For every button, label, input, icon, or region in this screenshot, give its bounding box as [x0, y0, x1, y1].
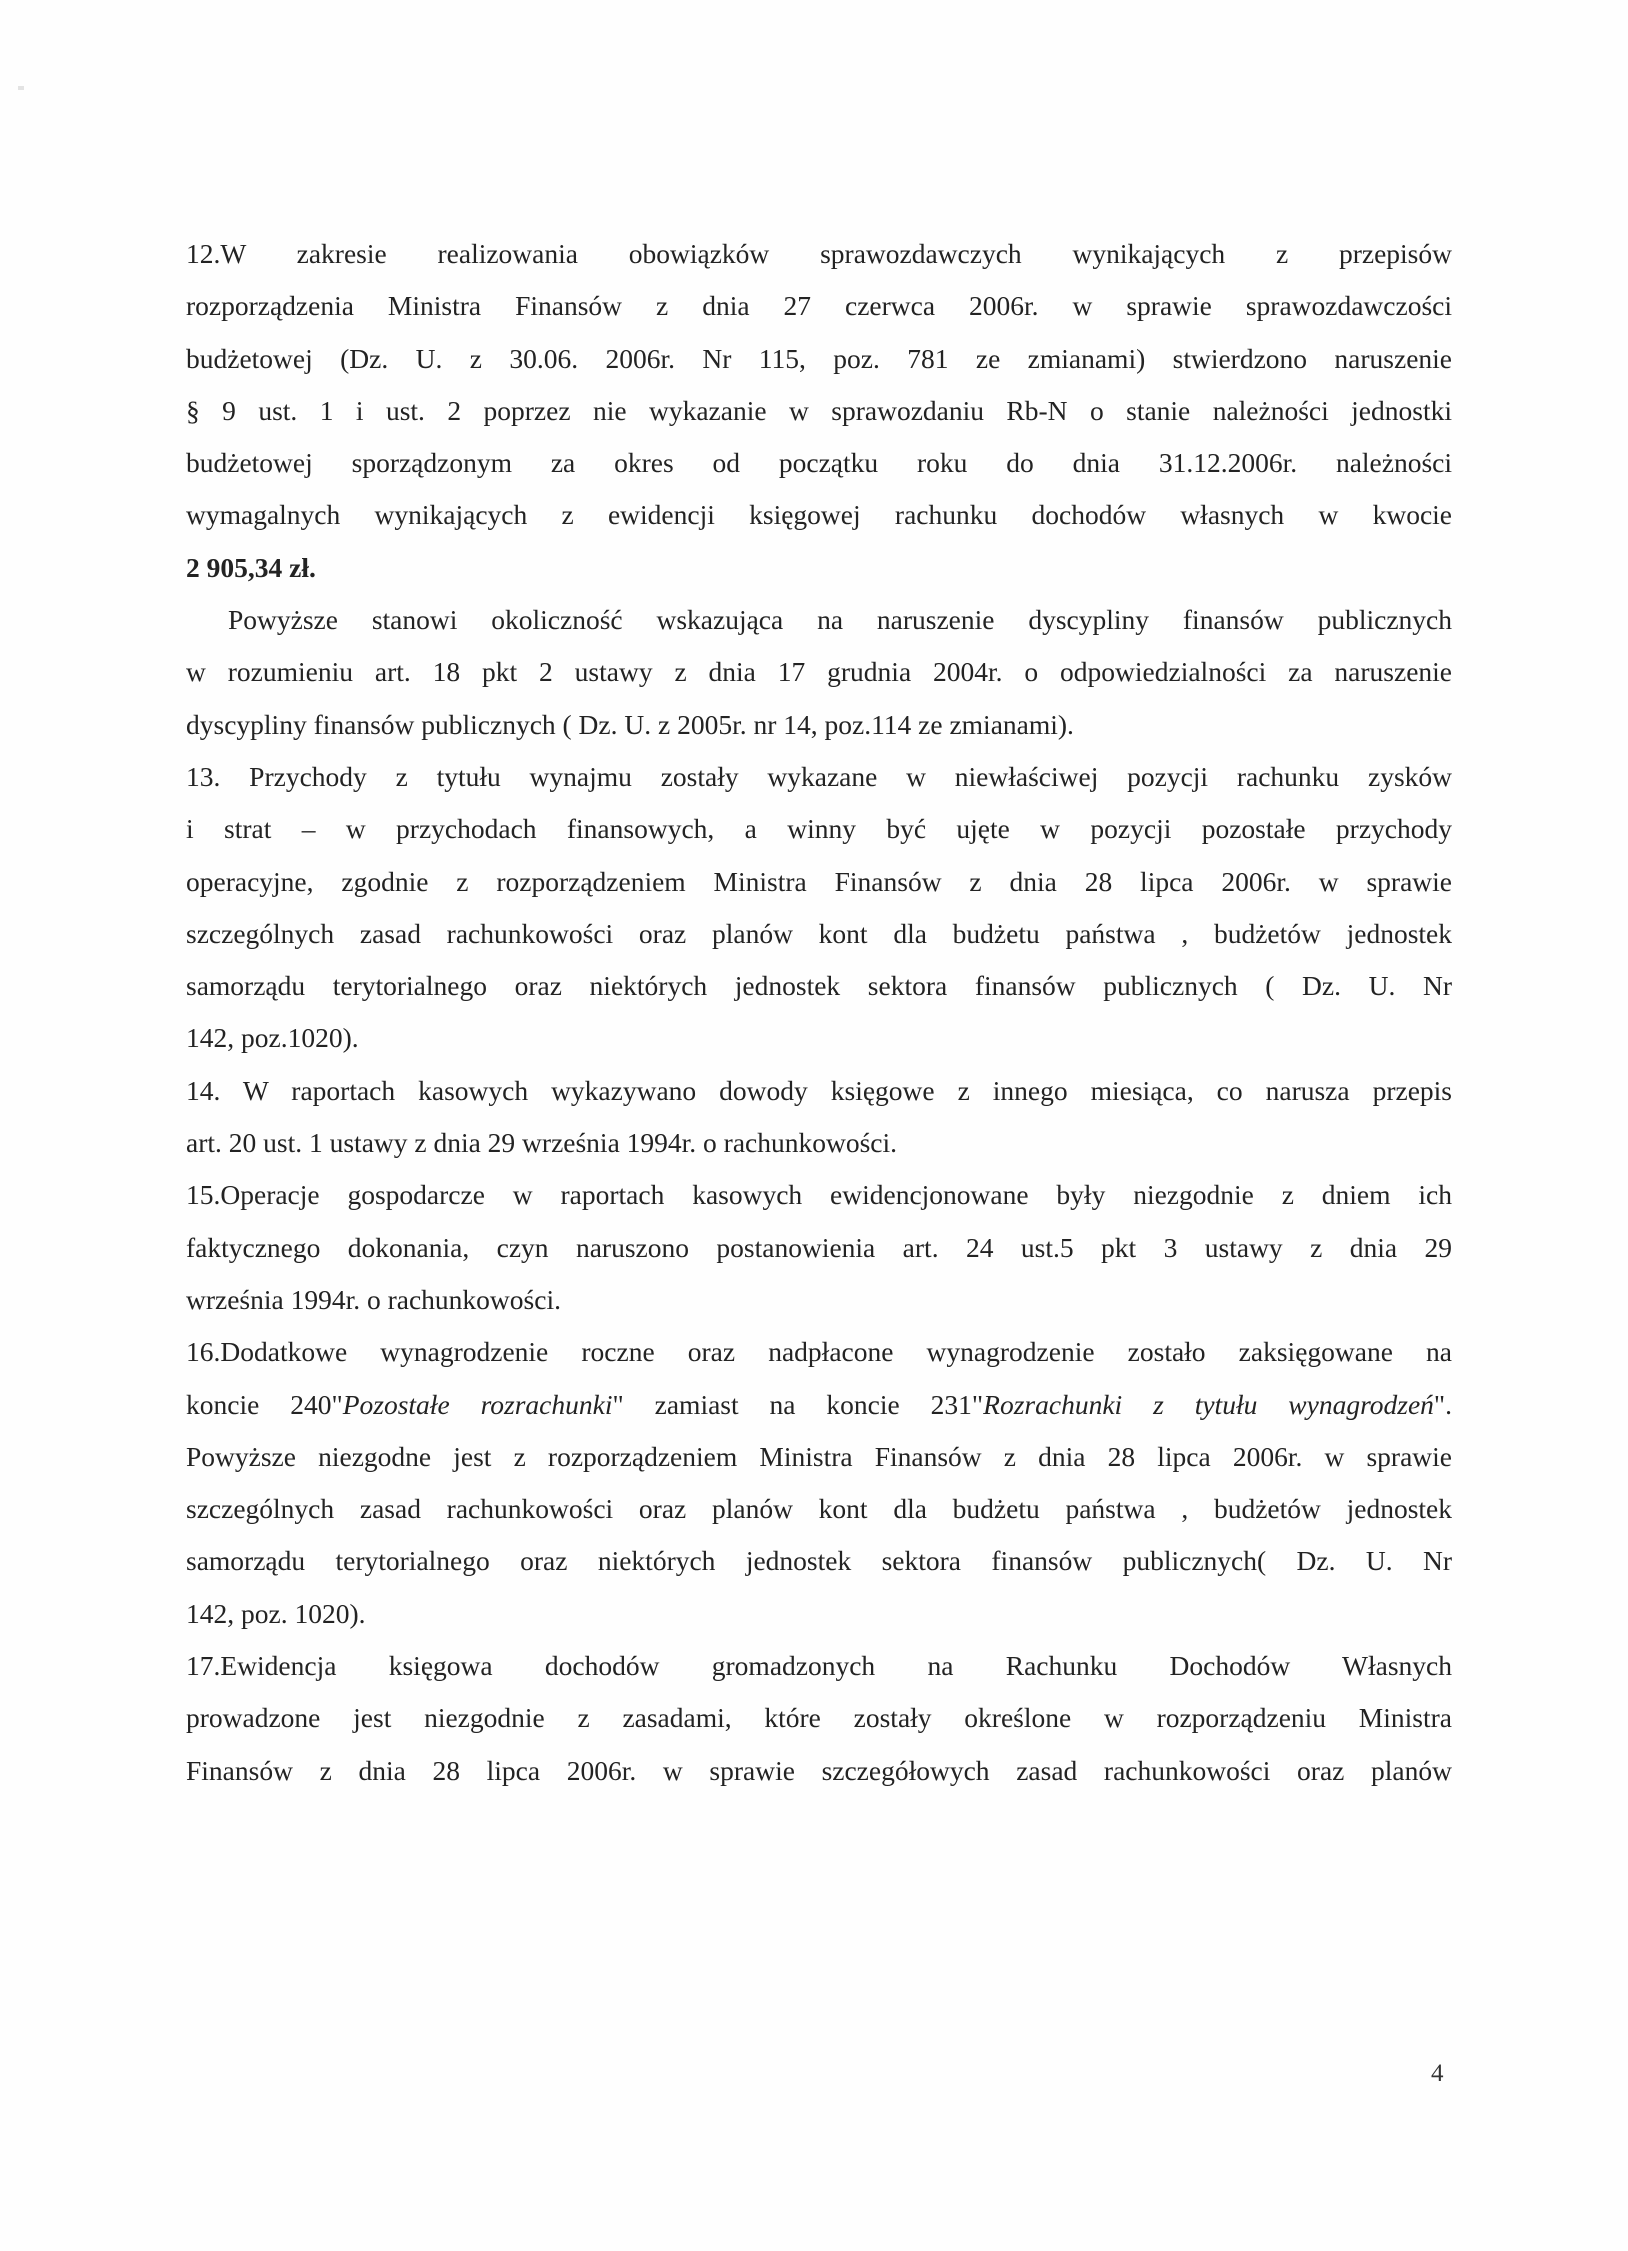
text-line-accounts	[186, 1379, 1452, 1431]
paragraph-item-16	[186, 1326, 1452, 1640]
account-line-suffix: ".	[1433, 1388, 1453, 1420]
text-line: 16.Dodatkowe wynagrodzenie roczne oraz nadpłacone wynagrodzenie zostało zaksięgowane na	[186, 1336, 1452, 1368]
text-line: budżetowej (Dz. U. z 30.06. 2006r. Nr 115, poz. 781 ze zmianami) stwierdzono naruszenie	[186, 342, 1452, 374]
text-line: wymagalnych wynikających z ewidencji księgowej rachunku dochodów własnych w kwocie	[186, 499, 1452, 531]
account-231-name: Rozrachunki z tytułu wynagrodzeń	[983, 1388, 1434, 1420]
text-line: 13. Przychody z tytułu wynajmu zostały wykazane w niewłaściwej pozycji rachunku zysków	[186, 760, 1452, 792]
text-line: budżetowej sporządzonym za okres od początku roku do dnia 31.12.2006r. należności	[186, 447, 1452, 479]
scan-artifact	[18, 86, 24, 90]
paragraph-item-14	[186, 1065, 1452, 1170]
text-line: rozporządzenia Ministra Finansów z dnia 27 czerwca 2006r. w sprawie sprawozdawczości	[186, 290, 1452, 322]
text-line: 12.W zakresie realizowania obowiązków sprawozdawczych wynikających z przepisów	[186, 238, 1452, 269]
text-line: art. 20 ust. 1 ustawy z dnia 29 września 1994r. o rachunkowości.	[186, 1127, 898, 1159]
text-line: i strat – w przychodach finansowych, a winny być ujęte w pozycji pozostałe przychody	[186, 813, 1452, 845]
text-line: 17.Ewidencja księgowa dochodów gromadzonych na Rachunku Dochodów Własnych	[186, 1650, 1452, 1682]
text-line: operacyjne, zgodnie z rozporządzeniem Ministra Finansów z dnia 28 lipca 2006r. w sprawie	[186, 865, 1452, 897]
text-line: w rozumieniu art. 18 pkt 2 ustawy z dnia 17 grudnia 2004r. o odpowiedzialności za naruszenie	[186, 656, 1452, 688]
account-240-prefix: koncie 240"	[186, 1388, 343, 1420]
text-line: Powyższe niezgodne jest z rozporządzeniem Ministra Finansów z dnia 28 lipca 2006r. w sprawie	[186, 1440, 1452, 1472]
text-line: § 9 ust. 1 i ust. 2 poprzez nie wykazanie w sprawozdaniu Rb-N o stanie należności jednostki	[186, 394, 1452, 426]
paragraph-item-17	[186, 1640, 1452, 1797]
text-line: samorządu terytorialnego oraz niektórych jednostek sektora finansów publicznych( Dz. U. Nr	[186, 1545, 1452, 1577]
text-line: dyscypliny finansów publicznych ( Dz. U. z 2005r. nr 14, poz.114 ze zmianami).	[186, 708, 1074, 740]
text-line: samorządu terytorialnego oraz niektórych jednostek sektora finansów publicznych ( Dz. U. Nr	[186, 970, 1452, 1002]
text-line: szczególnych zasad rachunkowości oraz planów kont dla budżetu państwa , budżetów jednostek	[186, 917, 1452, 949]
paragraph-item-13	[186, 751, 1452, 1065]
text-line: 142, poz. 1020).	[186, 1597, 366, 1629]
text-line: Finansów z dnia 28 lipca 2006r. w sprawie szczegółowych zasad rachunkowości oraz planów	[186, 1754, 1452, 1786]
paragraph-conclusion-12	[186, 594, 1452, 751]
document-body	[186, 228, 1452, 1797]
text-line: 15.Operacje gospodarcze w raportach kasowych ewidencjonowane były niezgodnie z dniem ich	[186, 1179, 1452, 1211]
text-line: 14. W raportach kasowych wykazywano dowody księgowe z innego miesiąca, co narusza przepis	[186, 1074, 1452, 1106]
text-line: września 1994r. o rachunkowości.	[186, 1283, 561, 1315]
text-line: faktycznego dokonania, czyn naruszono postanowienia art. 24 ust.5 pkt 3 ustawy z dnia 29	[186, 1231, 1452, 1263]
text-line: szczególnych zasad rachunkowości oraz planów kont dla budżetu państwa , budżetów jednostek	[186, 1493, 1452, 1525]
text-line: 142, poz.1020).	[186, 1022, 359, 1054]
paragraph-item-15	[186, 1169, 1452, 1326]
account-231-prefix: " zamiast na koncie 231"	[612, 1388, 984, 1420]
text-line: Powyższe stanowi okoliczność wskazująca na naruszenie dyscypliny finansów publicznych	[228, 604, 1452, 636]
paragraph-item-12	[186, 228, 1452, 594]
amount-text: 2 905,34 zł.	[186, 551, 316, 583]
page-number: 4	[1431, 2060, 1444, 2087]
text-line: prowadzone jest niezgodnie z zasadami, które zostały określone w rozporządzeniu Ministra	[186, 1702, 1452, 1734]
account-240-name: Pozostałe rozrachunki	[342, 1388, 613, 1420]
